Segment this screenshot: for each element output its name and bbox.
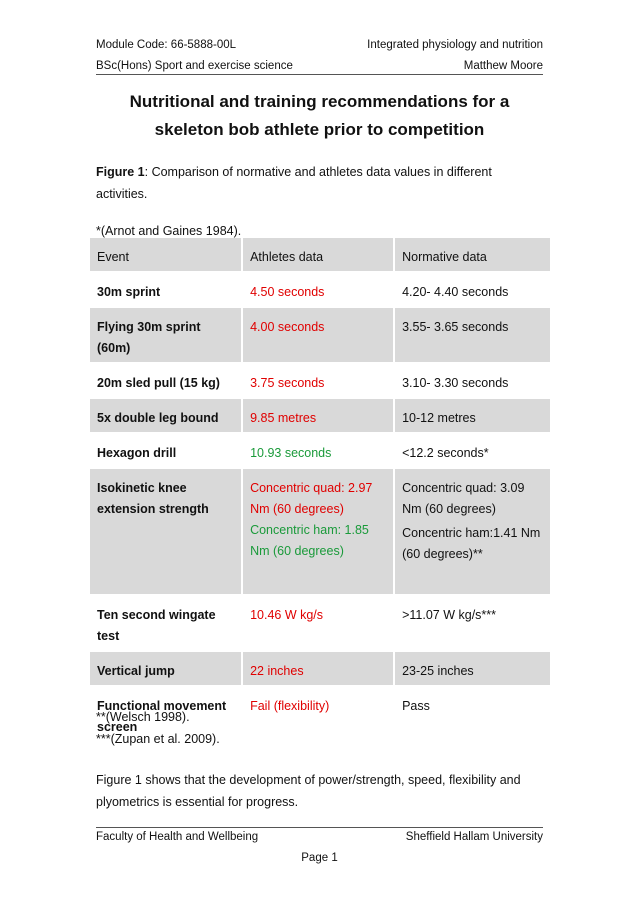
athletes-cell: 10.93 seconds xyxy=(242,433,394,468)
event-cell: Hexagon drill xyxy=(90,433,242,468)
document-title-line-2: skeleton bob athlete prior to competition xyxy=(154,120,485,139)
document-title-line-1: Nutritional and training recommendations for a xyxy=(129,92,510,111)
table-row xyxy=(90,272,551,307)
event-cell: Isokinetic knee extension strength xyxy=(90,468,242,595)
page-number: Page 1 xyxy=(301,852,338,864)
citation-welsch: **(Welsch 1998). xyxy=(96,710,190,724)
normative-cell xyxy=(394,468,551,595)
table-row xyxy=(90,468,551,595)
athletes-cell: 10.46 W kg/s xyxy=(242,595,394,651)
table-row xyxy=(90,398,551,433)
normative-cell: <12.2 seconds* xyxy=(394,433,551,468)
normative-cell: 3.10- 3.30 seconds xyxy=(394,363,551,398)
normative-cell: Pass xyxy=(394,686,551,742)
athletes-cell: 4.00 seconds xyxy=(242,307,394,363)
figure-caption-text-1: : Comparison of normative and athletes data values in different xyxy=(144,165,492,179)
event-cell: Vertical jump xyxy=(90,651,242,686)
table-header-row xyxy=(90,238,551,272)
course-name: BSc(Hons) Sport and exercise science xyxy=(96,60,293,72)
citation-arnot: *(Arnot and Gaines 1984). xyxy=(96,224,242,238)
citation-zupan: ***(Zupan et al. 2009). xyxy=(96,732,220,746)
figure-caption-text-2: activities. xyxy=(96,187,148,201)
normative-cell: 4.20- 4.40 seconds xyxy=(394,272,551,307)
event-cell: 20m sled pull (15 kg) xyxy=(90,363,242,398)
footer-divider xyxy=(96,827,543,828)
event-cell: Ten second wingate test xyxy=(90,595,242,651)
table-row xyxy=(90,433,551,468)
athletes-cell: 3.75 seconds xyxy=(242,363,394,398)
normative-cell: >11.07 W kg/s*** xyxy=(394,595,551,651)
athletes-cell: 9.85 metres xyxy=(242,398,394,433)
athletes-cell: 22 inches xyxy=(242,651,394,686)
module-title: Integrated physiology and nutrition xyxy=(367,39,543,51)
table-row xyxy=(90,651,551,686)
university-name: Sheffield Hallam University xyxy=(405,831,543,843)
header-normative: Normative data xyxy=(394,238,551,272)
event-cell: Flying 30m sprint (60m) xyxy=(90,307,242,363)
header-athletes: Athletes data xyxy=(242,238,394,272)
athletes-cell: Fail (flexibility) xyxy=(242,686,394,742)
event-cell: 30m sprint xyxy=(90,272,242,307)
event-cell: 5x double leg bound xyxy=(90,398,242,433)
module-code: Module Code: 66-5888-00L xyxy=(96,39,237,51)
table-row xyxy=(90,595,551,651)
faculty-name: Faculty of Health and Wellbeing xyxy=(96,831,259,843)
comparison-table xyxy=(90,238,552,743)
athletes-cell: 4.50 seconds xyxy=(242,272,394,307)
normative-cell: 3.55- 3.65 seconds xyxy=(394,307,551,363)
table-row xyxy=(90,307,551,363)
table-row xyxy=(90,363,551,398)
normative-cell: 10-12 metres xyxy=(394,398,551,433)
athletes-quad-value: Concentric quad: 2.97 Nm (60 degrees) xyxy=(250,481,373,516)
header-event: Event xyxy=(90,238,242,272)
summary-paragraph: Figure 1 shows that the development of power/strength, speed, flexibility and plyometrics is essential for progress. xyxy=(96,773,521,809)
normative-cell: 23-25 inches xyxy=(394,651,551,686)
athletes-ham-value: Concentric ham: 1.85 Nm (60 degrees) xyxy=(250,523,369,558)
figure-caption xyxy=(96,161,543,205)
normative-ham-value: Concentric ham:1.41 Nm (60 degrees)** xyxy=(402,526,541,561)
figure-label: Figure 1 xyxy=(96,165,145,179)
athletes-cell xyxy=(242,468,394,595)
normative-quad-value: Concentric quad: 3.09 Nm (60 degrees) xyxy=(402,481,525,516)
event-cell: Functional movement screen xyxy=(90,686,242,742)
header-divider xyxy=(96,74,543,75)
author-name: Matthew Moore xyxy=(463,60,543,72)
